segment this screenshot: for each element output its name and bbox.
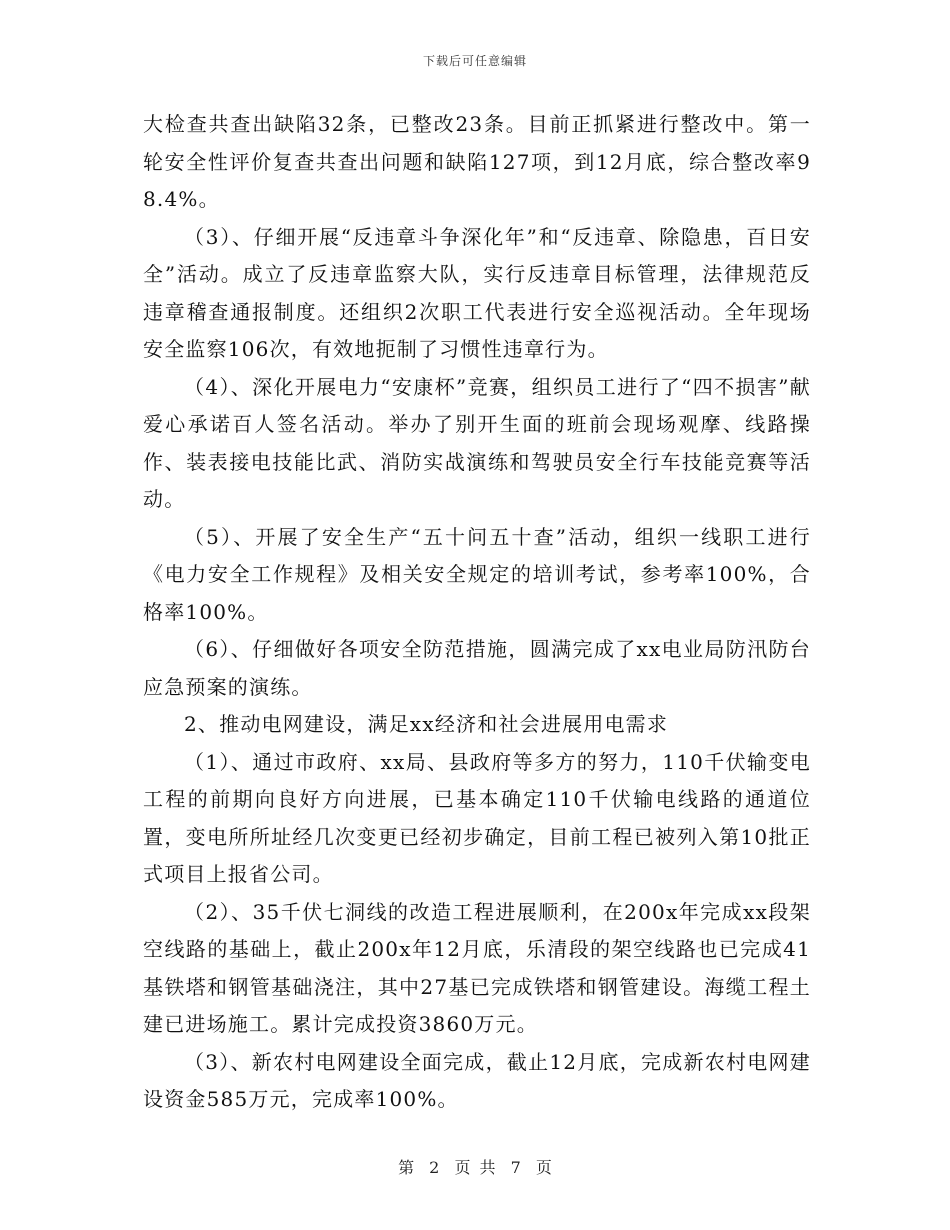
page-footer xyxy=(0,1155,950,1178)
paragraph-subitem-3: （3）、新农村电网建设全面完成，截止12月底，完成新农村电网建设资金585万元，完成率100%。 xyxy=(143,1049,811,1111)
document-body xyxy=(143,106,811,1119)
paragraph-subitem-2: （2）、35千伏七洞线的改造工程进展顺利，在200x年完成xx段架空线路的基础上，截止200x年12月底，乐清段的架空线路也已完成41基铁塔和钢管基础浇注，其中27基已完成铁塔和钢管建设。海缆工程土建已进场施工。累计完成投资3860万元。 xyxy=(143,899,811,1036)
footer-prefix: 第 xyxy=(398,1158,415,1177)
paragraph-item-5: （5）、开展了安全生产“五十问五十查”活动，组织一线职工进行《电力安全工作规程》及相关安全规定的培训考试，参考率100%，合格率100%。 xyxy=(143,524,811,624)
paragraph-subitem-1: （1）、通过市政府、xx局、县政府等多方的努力，110千伏输变电工程的前期向良好方向进展，已基本确定110千伏输电线路的通道位置，变电所所址经几次变更已经初步确定，目前工程已被列入第10批正式项目上报省公司。 xyxy=(143,749,811,886)
paragraph-item-4: （4）、深化开展电力“安康杯”竞赛，组织员工进行了“四不损害”献爱心承诺百人签名活动。举办了别开生面的班前会现场观摩、线路操作、装表接电技能比武、消防实战演练和驾驶员安全行车技能竞赛等活动。 xyxy=(143,374,811,511)
paragraph-item-6: （6）、仔细做好各项安全防范措施，圆满完成了xx电业局防汛防台应急预案的演练。 xyxy=(143,637,811,699)
footer-middle: 页 共 xyxy=(454,1158,496,1177)
page-number: 2 xyxy=(429,1158,440,1177)
footer-suffix: 页 xyxy=(535,1158,552,1177)
page-total: 7 xyxy=(510,1158,521,1177)
page-header: 下载后可任意编辑 xyxy=(422,54,527,68)
paragraph-item-3: （3）、仔细开展“反违章斗争深化年”和“反违章、除隐患，百日安全”活动。成立了反违章监察大队，实行反违章目标管理，法律规范反违章稽查通报制度。还组织2次职工代表进行安全巡视活动。全年现场安全监察106次，有效地扼制了习惯性违章行为。 xyxy=(143,224,811,361)
paragraph-continued: 大检查共查出缺陷32条，已整改23条。目前正抓紧进行整改中。第一轮安全性评价复查共查出问题和缺陷127项，到12月底，综合整改率98.4%。 xyxy=(143,112,811,211)
section-heading-2: 2、推动电网建设，满足xx经济和社会进展用电需求 xyxy=(184,712,669,736)
